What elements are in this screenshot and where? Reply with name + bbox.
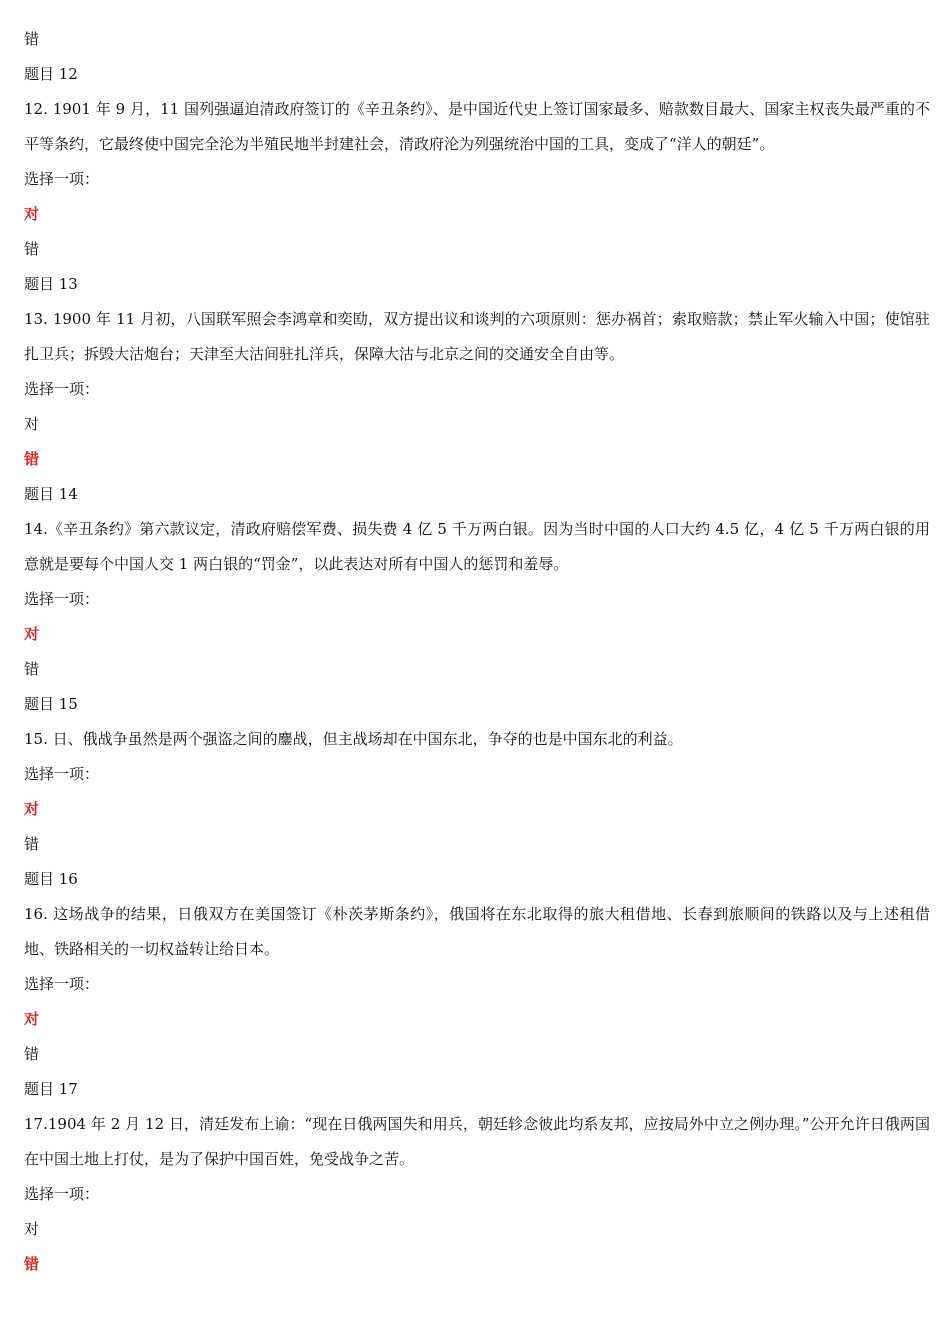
question-heading: 题目 15 [24,695,78,713]
question-heading: 题目 16 [24,870,78,888]
option-correct[interactable]: 对 [24,625,40,643]
question-heading: 题目 12 [24,65,78,83]
question-text: 13. 1900 年 11 月初，八国联军照会李鸿章和奕劻，双方提出议和谈判的六项原则：惩办祸首；索取赔款；禁止军火输入中国；使馆驻扎卫兵；拆毁大沽炮台；天津至大沽间驻扎洋兵，保障大沽与北京之间的交通安全自由等。 [24,310,930,363]
option-correct[interactable]: 对 [24,800,40,818]
question-block [24,477,930,687]
question-text: 14.《辛丑条约》第六款议定，清政府赔偿军费、损失费 4 亿 5 千万两白银。因为当时中国的人口大约 4.5 亿，4 亿 5 千万两白银的用意就是要每个中国人交 1 两白银的“罚金”，以此表达对所有中国人的惩罚和羞辱。 [24,520,930,573]
question-list [24,57,930,1282]
quiz-document [24,22,930,1282]
option-wrong[interactable]: 错 [24,1045,40,1063]
option-correct[interactable]: 对 [24,1010,40,1028]
option-wrong[interactable]: 错 [24,450,40,468]
question-heading: 题目 17 [24,1080,78,1098]
choose-one-prompt: 选择一项： [24,170,100,188]
choose-one-prompt: 选择一项： [24,975,100,993]
question-heading: 题目 14 [24,485,78,503]
option-wrong[interactable]: 错 [24,240,40,258]
choose-one-prompt: 选择一项： [24,380,100,398]
choose-one-prompt: 选择一项： [24,1185,100,1203]
choose-one-prompt: 选择一项： [24,765,100,783]
question-block [24,267,930,477]
option-wrong[interactable]: 错 [24,30,40,48]
option-wrong[interactable]: 错 [24,660,40,678]
question-heading: 题目 13 [24,275,78,293]
option-wrong[interactable]: 错 [24,1255,40,1273]
option-correct[interactable]: 对 [24,205,40,223]
question-block [24,57,930,267]
option-wrong[interactable]: 错 [24,835,40,853]
question-text: 15. 日、俄战争虽然是两个强盗之间的鏖战，但主战场却在中国东北，争夺的也是中国东北的利益。 [24,730,683,748]
option-correct[interactable]: 对 [24,1220,40,1238]
question-text: 12. 1901 年 9 月，11 国列强逼迫清政府签订的《辛丑条约》、是中国近代史上签订国家最多、赔款数目最大、国家主权丧失最严重的不平等条约，它最终使中国完全沦为半殖民地半封建社会，清政府沦为列强统治中国的工具，变成了“洋人的朝廷”。 [24,100,930,153]
question-block [24,687,930,862]
option-correct[interactable]: 对 [24,415,40,433]
question-block [24,1072,930,1282]
question-text: 16. 这场战争的结果，日俄双方在美国签订《朴茨茅斯条约》，俄国将在东北取得的旅大租借地、长春到旅顺间的铁路以及与上述租借地、铁路相关的一切权益转让给日本。 [24,905,930,958]
choose-one-prompt: 选择一项： [24,590,100,608]
question-block [24,862,930,1072]
question-text: 17.1904 年 2 月 12 日，清廷发布上谕：“现在日俄两国失和用兵，朝廷轸念彼此均系友邦，应按局外中立之例办理。”公开允许日俄两国在中国土地上打仗，是为了保护中国百姓，免受战争之苦。 [24,1115,930,1168]
